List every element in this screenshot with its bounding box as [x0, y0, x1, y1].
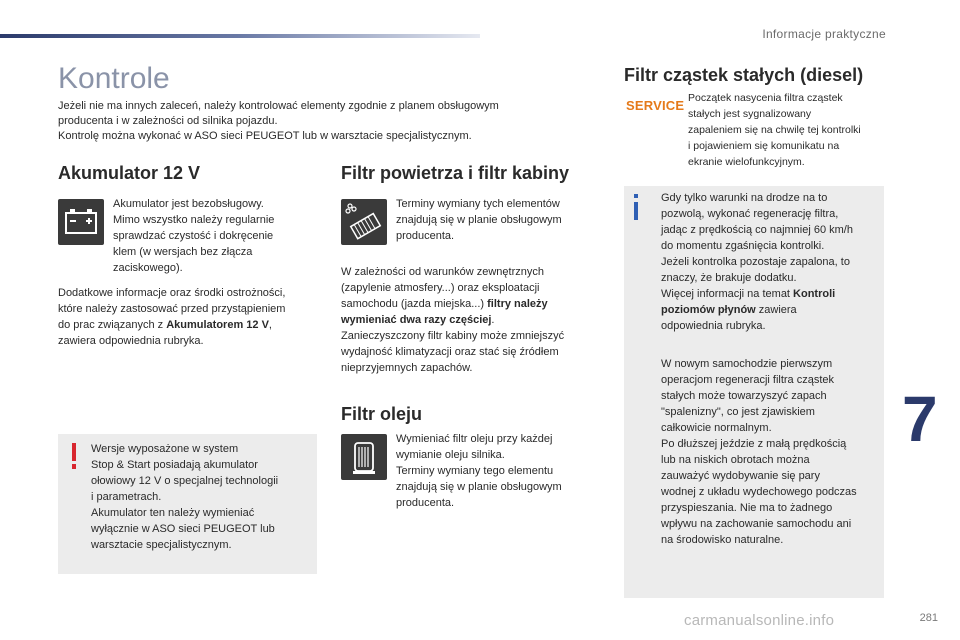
warning-box — [58, 434, 317, 574]
section-label: Informacje praktyczne — [762, 27, 886, 41]
service-warning-icon: SERVICE — [626, 98, 685, 113]
heading-filtr-powietrza: Filtr powietrza i filtr kabiny — [341, 163, 570, 183]
watermark: carmanualsonline.info — [684, 612, 835, 629]
header-gradient-bar — [0, 34, 480, 38]
page-number: 281 — [919, 612, 938, 624]
info-box — [624, 186, 884, 598]
battery-icon — [58, 199, 104, 245]
filtr-oleju-text: Wymieniać filtr oleju przy każdej wymianie oleju silnika. Terminy wymiany tego elementu znajdują się w planie obsługowym producenta. — [396, 433, 562, 509]
intro-text: Jeżeli nie ma innych zaleceń, należy kontrolować elementy zgodnie z planem obsługowym producenta i w zależności od silnika pojazdu. Kontrolę można wykonać w ASO sieci PEUGEOT lub w warsztacie specjalistycznym. — [58, 100, 499, 142]
warning-text: Wersje wyposażone w system Stop & Start posiadają akumulator ołowiowy 12 V o specjalnej technologii i parametrach. Akumulator ten należy wymieniać wyłącznie w ASO sieci PEUGEOT lub warsztacie specjalistycznym. — [91, 443, 279, 551]
info-icon — [632, 194, 640, 220]
chapter-number: 7 — [902, 383, 938, 455]
exclamation-icon — [69, 442, 79, 470]
air-filter-icon — [341, 199, 387, 245]
info-text-regeneration: Gdy tylko warunki na drodze na to pozwolą, wykonać regenerację filtra, jadąc z prędkością co najmniej 60 km/h do momentu zgaśnięcia kontrolki. Jeżeli kontrolka pozostaje zapalona, to znaczy, że brakuje dodatku. Więcej informacji na temat Kontroli poziomów płynów zawiera odpowiednia rubryka. — [661, 192, 853, 332]
heading-filtr-czastek: Filtr cząstek stałych (diesel) — [624, 65, 864, 85]
filtr-czastek-text: Początek nasycenia filtra cząstek stałych jest sygnalizowany zapaleniem się na chwilę tej kontrolki i pojawieniem się komunikatu na ekranie wielofunkcyjnym. — [688, 92, 861, 168]
filtr-powietrza-text: Terminy wymiany tych elementów znajdują się w planie obsługowym producenta. — [396, 198, 562, 242]
oil-filter-icon — [341, 434, 387, 480]
info-text-new-car: W nowym samochodzie pierwszym operacjom regeneracji filtra cząstek stałych może towarzyszyć zapach "spalenizny", co jest zjawiskiem całkowicie normalnym. Po dłuższej jeździe z małą prędkością lub na niskich obrotach można zauważyć wydobywanie się pary wodnej z układu wydechowego podczas przyspieszania. Nie ma to żadnego wpływu na zachowanie samochodu ani na środowisko naturalne. — [661, 358, 857, 546]
heading-filtr-oleju: Filtr oleju — [341, 404, 422, 424]
akumulator-text: Akumulator jest bezobsługowy. Mimo wszystko należy regularnie sprawdzać czystość i dokręcenie klem (w wersjach bez złącza zaciskowego). — [113, 198, 275, 274]
heading-akumulator: Akumulator 12 V — [58, 163, 201, 183]
page-title: Kontrole — [58, 62, 170, 95]
akumulator-extra-text: Dodatkowe informacje oraz środki ostrożności, które należy zastosować przed przystąpieniem do prac związanych z Akumulatorem 12 V, zawiera odpowiednia rubryka. — [58, 287, 286, 347]
filtr-powietrza-details: W zależności od warunków zewnętrznych (zapylenie atmosfery...) oraz eksploatacji samochodu (jazda miejska...) filtry należy wymieniać dwa razy częściej. Zanieczyszczony filtr kabiny może zmniejszyć wydajność klimatyzacji oraz stać się źródłem nieprzyjemnych zapachów. — [341, 266, 565, 374]
